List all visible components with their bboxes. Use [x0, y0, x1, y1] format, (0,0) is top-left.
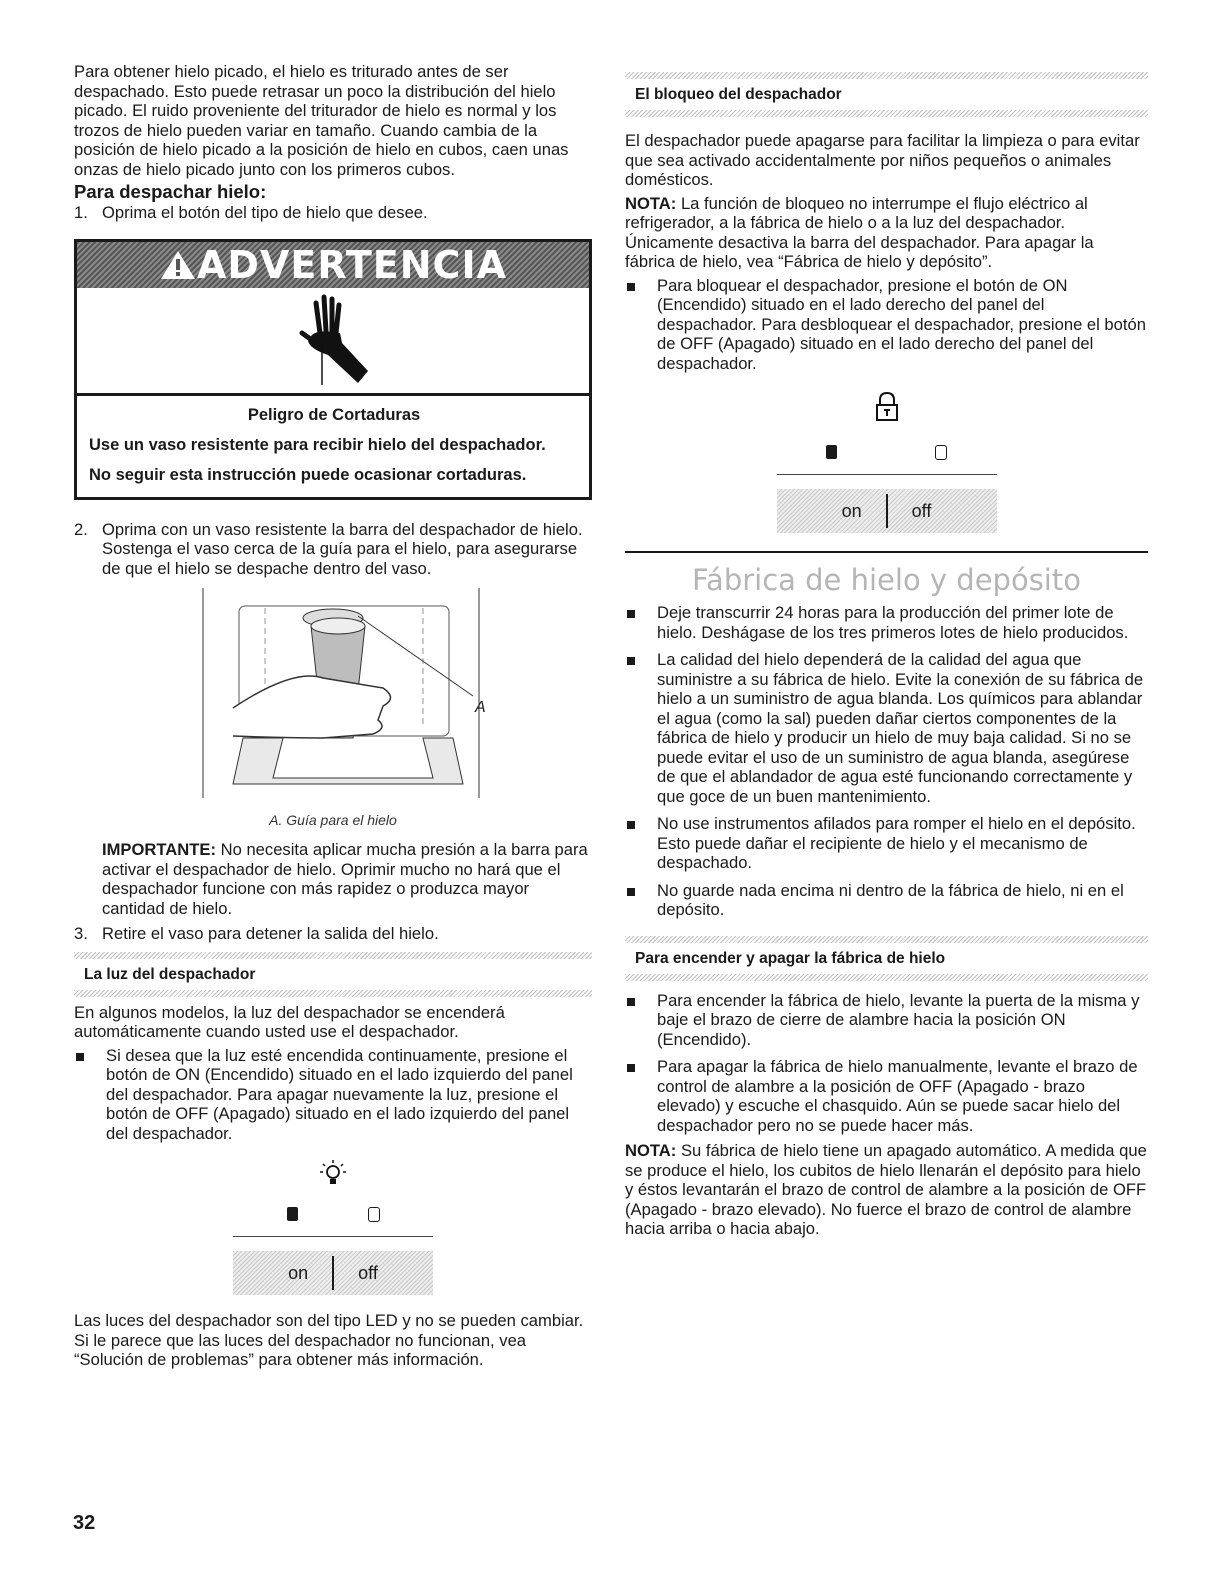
- right-column: [625, 62, 1148, 1239]
- step-number: 3.: [74, 924, 88, 943]
- figure-letter: A: [475, 699, 486, 716]
- step-2: [74, 520, 592, 579]
- light-icon-wrap: [74, 1159, 592, 1193]
- on-button-symbol[interactable]: [287, 1207, 298, 1221]
- warning-body: [77, 396, 589, 497]
- step-number: 1.: [74, 203, 88, 222]
- step-1: [74, 203, 592, 223]
- light-footer: Las luces del despachador son del tipo LED y no se pueden cambiar. Si le parece que las luces del despachador no funcionan, vea “Solución de problemas” para obtener más información.: [74, 1311, 584, 1369]
- divider: [74, 952, 592, 959]
- warning-title: ADVERTENCIA: [197, 242, 507, 287]
- figure-caption: A. Guía para el hielo: [269, 812, 397, 828]
- important-note: [102, 840, 592, 918]
- light-bulb-icon: [318, 1159, 348, 1193]
- warning-subtitle: Peligro de Cortaduras: [247, 405, 421, 424]
- lock-note: NOTA: La función de bloqueo no interrumpe el flujo eléctrico al refrigerador, a la fábrica de hielo o a la luz del despachador. Únicamente desactiva la barra del despachador. Para apagar la fábrica de hielo, vea “Fábrica de hielo y depósito”.: [625, 193, 1094, 271]
- panel-divider: [777, 474, 997, 475]
- list-item: Deje transcurrir 24 horas para la producción del primer lote de hielo. Deshágase de los tres primeros lotes de hielo producidos.: [625, 603, 1148, 642]
- divider: [625, 72, 1148, 79]
- lock-icon-wrap: [625, 391, 1148, 423]
- lock-on-off-symbols: [625, 445, 1148, 460]
- lock-on-off-panel: [777, 489, 997, 533]
- page-number: 32: [73, 1512, 96, 1534]
- important-label: IMPORTANTE:: [102, 840, 216, 859]
- light-on-off-panel: [233, 1251, 433, 1295]
- lock-bullet: Para bloquear el despachador, presione el botón de ON (Encendido) situado en el lado derecho del panel del despachador. Para desbloquear el despachador, presione el botón de OFF (Apagado) situado en el lado derecho del panel del despachador.: [625, 276, 1148, 374]
- off-label[interactable]: off: [911, 500, 932, 521]
- lock-intro: El despachador puede apagarse para facilitar la limpieza o para evitar que sea activado accidentalmente por niños pequeños o animales domésticos.: [625, 131, 1140, 189]
- list-item: Para encender la fábrica de hielo, levante la puerta de la misma y baje el brazo de cierre de alambre hacia la posición ON (Encendido).: [625, 991, 1148, 1050]
- icemaker-note: NOTA: Su fábrica de hielo tiene un apagado automático. A medida que se produce el hielo, los cubitos de hielo llenarán el depósito para hielo y éstos levantarán el brazo de control de alambre a la posición de OFF (Apagado - brazo elevado). No fuerce el brazo de control de alambre hacia arriba o hacia abajo.: [625, 1141, 1147, 1238]
- off-button-symbol[interactable]: [935, 445, 947, 460]
- divider: [625, 936, 1148, 943]
- warning-line-1: Use un vaso resistente para recibir hielo del despachador.: [89, 435, 546, 454]
- intro-paragraph: Para obtener hielo picado, el hielo es triturado antes de ser despachado. Esto puede retrasar un poco la distribución del hielo picado. El ruido proveniente del triturador de hielo es normal y los trozos de hielo pueden variar en tamaño. Cuando cambia de la posición de hielo picado a la posición de hielo en cubos, caen unas onzas de hielo picado junto con los primeros cubos.: [74, 62, 569, 179]
- warning-box: [74, 239, 592, 500]
- dispenser-lock-heading: El bloqueo del despachador: [635, 86, 842, 103]
- off-button-symbol[interactable]: [368, 1207, 380, 1222]
- light-intro: En algunos modelos, la luz del despachador se encenderá automáticamente cuando usted use el despachador.: [74, 1002, 505, 1041]
- left-column: [74, 62, 592, 1370]
- on-label[interactable]: on: [288, 1262, 309, 1283]
- step-3: [74, 924, 592, 944]
- glass-dispenser-illustration: [173, 588, 493, 808]
- important-text: No necesita aplicar mucha presión a la barra para activar el despachador de hielo. Oprimir mucho no hará que el despachador funcione con más rapidez o produzca mayor cantidad de hielo.: [102, 840, 588, 918]
- divider: [74, 990, 592, 997]
- section-title: Fábrica de hielo y depósito: [692, 563, 1081, 597]
- note-label: NOTA:: [625, 193, 677, 213]
- dispenser-light-heading: La luz del despachador: [84, 965, 256, 983]
- icemaker-bullets: [625, 603, 1148, 920]
- dispenser-figure: [74, 588, 592, 808]
- list-item: La calidad del hielo dependerá de la calidad del agua que suministre a su fábrica de hielo. Evite la conexión de su fábrica de hielo a un suministro de agua blanda. Los químicos para ablandar el agua (como la sal) pueden dañar ciertos componentes de la fábrica de hielo y producir un hielo de muy baja calidad. Si no se puede evitar el uso de un suministro de agua blanda, asegúrese de que el ablandador de agua esté funcionando correctamente y que goce de un buen mantenimiento.: [625, 650, 1148, 806]
- divider: [625, 110, 1148, 117]
- warning-image: [77, 288, 589, 396]
- divider: [625, 974, 1148, 981]
- list-item: Para apagar la fábrica de hielo manualmente, levante el brazo de control de alambre a la posición de OFF (Apagado - brazo elevado) y escuche el chasquido. Aún se puede sacar hielo del despachador pero no se puede hacer más.: [625, 1057, 1148, 1135]
- warning-header: [77, 242, 589, 288]
- note-label: NOTA:: [625, 1141, 677, 1160]
- section-rule: [625, 551, 1148, 553]
- warning-line-2: No seguir esta instrucción puede ocasionar cortaduras.: [89, 465, 527, 484]
- light-bullet: Si desea que la luz esté encendida continuamente, presione el botón de ON (Encendido) situado en el lado izquierdo del panel del despachador. Para apagar nuevamente la luz, presione el botón de OFF (Apagado) situado en el lado izquierdo del panel del despachador.: [74, 1046, 592, 1144]
- warning-triangle-icon: [159, 249, 197, 281]
- list-item: No guarde nada encima ni dentro de la fábrica de hielo, ni en el depósito.: [625, 881, 1148, 920]
- on-button-symbol[interactable]: [826, 445, 837, 459]
- off-label[interactable]: off: [358, 1262, 378, 1283]
- list-item: No use instrumentos afilados para romper el hielo en el depósito. Esto puede dañar el recipiente de hielo y el mecanismo de despachado.: [625, 814, 1148, 873]
- cut-hand-icon: [288, 293, 378, 388]
- icemaker-onoff-heading: Para encender y apagar la fábrica de hielo: [635, 949, 946, 967]
- step-text: Oprima el botón del tipo de hielo que desee.: [102, 203, 428, 222]
- step-text: Retire el vaso para detener la salida del hielo.: [102, 924, 439, 943]
- lock-icon: [874, 391, 900, 423]
- panel-divider: [233, 1236, 433, 1237]
- step-text: Oprima con un vaso resistente la barra del despachador de hielo. Sostenga el vaso cerca de la guía para el hielo, para asegurarse de que el hielo se despache dentro del vaso.: [102, 519, 583, 578]
- on-off-symbols: [74, 1207, 592, 1222]
- step-number: 2.: [74, 519, 88, 539]
- on-label[interactable]: on: [841, 500, 862, 521]
- dispense-ice-heading: Para despachar hielo:: [74, 181, 267, 202]
